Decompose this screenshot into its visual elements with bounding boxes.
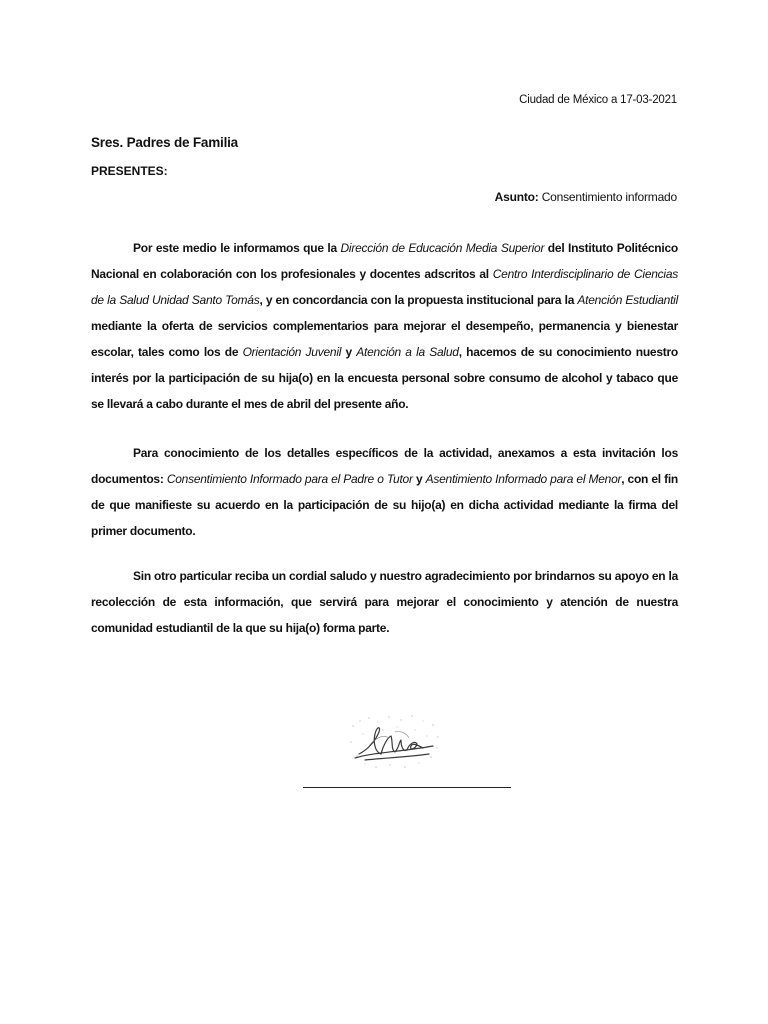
p1-text-5: y	[341, 345, 357, 359]
subject-text: Consentimiento informado	[538, 190, 677, 204]
p1-italic-3: Atención Estudiantil	[577, 293, 679, 307]
handwritten-signature	[345, 712, 445, 772]
paragraph-2	[91, 440, 678, 544]
p1-italic-1: Dirección de Educación Media Superior	[340, 241, 545, 255]
signature-icon	[345, 712, 445, 772]
subject-label: Asunto:	[494, 190, 539, 204]
p1-italic-4: Orientación Juvenil	[242, 345, 342, 359]
p1-text-6: , hacemos de su conocimiento nuestro interés por la participación de su hija(o) en la encuesta personal sobre consumo de alcohol y tabaco que se llevará a cabo durante el mes de abril del presente año.	[91, 345, 679, 411]
p1-italic-2: Centro Interdisciplinario de Ciencias de la Salud Unidad Santo Tomás	[91, 267, 679, 307]
p1-italic-5: Atención a la Salud	[356, 345, 459, 359]
signature-line	[303, 787, 511, 788]
p1-text-2: del Instituto Politécnico Nacional en colaboración con los profesionales y docentes adscritos al	[91, 241, 678, 281]
subject-line	[495, 190, 677, 204]
paragraph-1	[91, 235, 678, 417]
p1-text-1: Por este medio le informamos que la	[133, 241, 341, 255]
presentes-heading: PRESENTES:	[91, 164, 168, 178]
salutation: Sres. Padres de Familia	[91, 135, 238, 150]
p2-text-2: y	[412, 472, 426, 486]
p3-text-1: Sin otro particular reciba un cordial saludo y nuestro agradecimiento por brindarnos su apoyo en la recolección de esta información, que servirá para mejorar el conocimiento y atención de nuestra comunidad estudiantil de la que su hija(o) forma parte.	[91, 569, 678, 635]
p2-italic-2: Asentimiento Informado para el Menor	[425, 472, 622, 486]
paragraph-3	[91, 563, 678, 641]
p1-text-4: mediante la oferta de servicios complementarios para mejorar el desempeño, permanencia y bienestar escolar, tales como los de	[91, 319, 678, 359]
p2-italic-1: Consentimiento Informado para el Padre o Tutor	[166, 472, 413, 486]
p2-text-1: Para conocimiento de los detalles específicos de la actividad, anexamos a esta invitación los documentos:	[91, 446, 678, 486]
p1-text-3: , y en concordancia con la propuesta institucional para la	[259, 293, 578, 307]
letter-date: Ciudad de México a 17-03-2021	[519, 94, 677, 106]
p2-text-3: , con el fin de que manifieste su acuerdo en la participación de su hijo(a) en dicha actividad mediante la firma del primer documento.	[91, 472, 678, 538]
